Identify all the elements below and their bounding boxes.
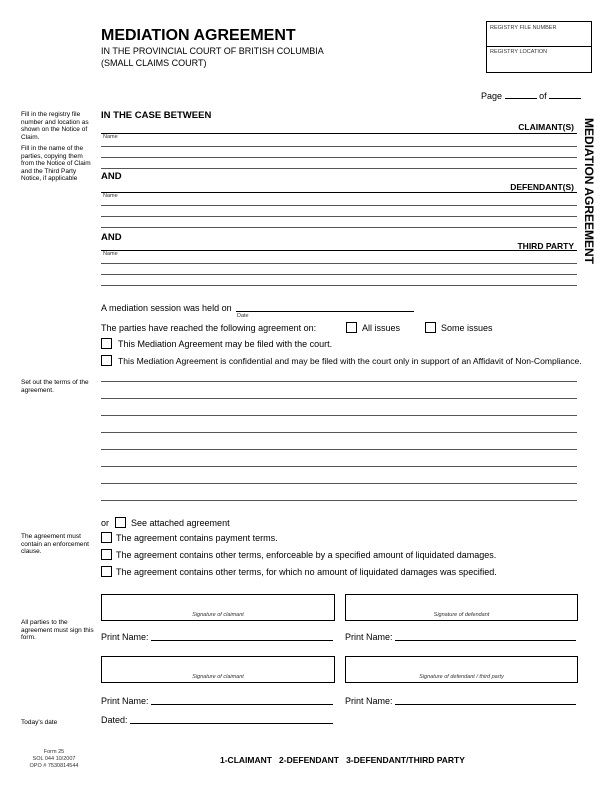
signature-caption: Signature of claimant — [192, 674, 244, 680]
terms-line-3[interactable] — [101, 415, 577, 416]
print-name-label: Print Name: — [101, 696, 149, 706]
or-label: or — [101, 518, 110, 528]
all-issues-checkbox[interactable] — [346, 322, 357, 333]
name-caption: Name — [103, 193, 118, 199]
may-be-filed-label: This Mediation Agreement may be filed with the court. — [118, 339, 333, 349]
print-name-label: Print Name: — [345, 632, 393, 642]
form-identifier — [26, 749, 82, 770]
side-title: MEDIATION AGREEMENT — [582, 118, 596, 264]
signature-caption: Signature of defendant — [433, 612, 490, 618]
terms-line-4[interactable] — [101, 432, 577, 433]
page-total-field[interactable] — [549, 98, 581, 99]
name-caption: Name — [103, 134, 118, 140]
form-number: Form 25 — [43, 749, 65, 755]
note-terms: Set out the terms of the agreement. — [21, 379, 89, 394]
payment-terms-checkbox[interactable] — [101, 532, 112, 543]
print-name-label: Print Name: — [345, 696, 393, 706]
see-attached-label: See attached agreement — [131, 518, 230, 528]
note-enforcement: The agreement must contain an enforcement clause. — [21, 533, 89, 555]
may-be-filed-checkbox[interactable] — [101, 338, 112, 349]
third-party-name-line-2[interactable] — [101, 274, 577, 275]
payment-terms-label: The agreement contains payment terms. — [116, 533, 278, 543]
note-signatures: All parties to the agreement must sign this form. — [21, 619, 94, 641]
page-number — [481, 91, 581, 101]
see-attached-checkbox[interactable] — [115, 517, 126, 528]
session-date-field[interactable] — [236, 311, 414, 312]
and-label-2: AND — [101, 232, 122, 243]
registry-file-number-label: REGISTRY FILE NUMBER — [490, 25, 557, 31]
some-issues-checkbox[interactable] — [425, 322, 436, 333]
third-party-name-line-3[interactable] — [101, 285, 577, 286]
court-name: IN THE PROVINCIAL COURT OF BRITISH COLUMBIA — [101, 46, 324, 56]
court-division: (SMALL CLAIMS COURT) — [101, 58, 207, 68]
defendants-label: DEFENDANT(S) — [510, 182, 574, 192]
no-liquidated-damages-checkbox[interactable] — [101, 566, 112, 577]
agreement-reached-label: The parties have reached the following agreement on: — [101, 323, 317, 333]
claimant-signature-box-1[interactable] — [101, 594, 335, 621]
terms-line-2[interactable] — [101, 398, 577, 399]
sol-code: SOL 044 10/2007 — [32, 756, 76, 762]
terms-line-1[interactable] — [101, 381, 577, 382]
signature-caption: Signature of defendant / third party — [419, 674, 504, 680]
copy-distribution: 1-CLAIMANT 2-DEFENDANT 3-DEFENDANT/THIRD PARTY — [220, 755, 465, 765]
claimant-name-line-3[interactable] — [101, 168, 577, 169]
note-date: Today's date — [21, 719, 58, 726]
claimant-name-line-1[interactable] — [101, 146, 577, 147]
claimant-name-line-2[interactable] — [101, 157, 577, 158]
page-field[interactable] — [505, 98, 537, 99]
confidential-label: This Mediation Agreement is confidential and may be filed with the court only in support of an Affidavit of Non-Compliance. — [118, 356, 582, 366]
registry-location-field[interactable] — [490, 57, 588, 69]
defendant-name-line-1[interactable] — [101, 205, 577, 206]
third-party-name-line-1[interactable] — [101, 263, 577, 264]
of-label: of — [539, 91, 547, 101]
page-label: Page — [481, 91, 503, 101]
note-registry: Fill in the registry file number and location as shown on the Notice of Claim. — [21, 111, 89, 141]
defendant-third-party-print-name-field[interactable] — [395, 704, 576, 705]
defendant-name-line-3[interactable] — [101, 227, 577, 228]
claimant-signature-box-2[interactable] — [101, 656, 335, 683]
date-caption: Date — [237, 313, 249, 319]
form-title: MEDIATION AGREEMENT — [101, 27, 296, 44]
registry-location-label: REGISTRY LOCATION — [490, 49, 548, 55]
liquidated-damages-label: The agreement contains other terms, enforceable by a specified amount of liquidated damages. — [116, 550, 497, 560]
case-heading: IN THE CASE BETWEEN — [101, 110, 212, 121]
registry-box — [486, 21, 592, 73]
terms-line-6[interactable] — [101, 466, 577, 467]
terms-line-7[interactable] — [101, 483, 577, 484]
some-issues-label: Some issues — [441, 323, 493, 333]
signature-caption: Signature of claimant — [192, 612, 244, 618]
liquidated-damages-checkbox[interactable] — [101, 549, 112, 560]
defendant-signature-box[interactable] — [345, 594, 578, 621]
terms-line-8[interactable] — [101, 500, 577, 501]
opo-code: OPO # 7530814544 — [29, 763, 79, 769]
defendant-print-name-field[interactable] — [395, 640, 576, 641]
and-label-1: AND — [101, 171, 122, 182]
name-caption: Name — [103, 251, 118, 257]
confidential-checkbox[interactable] — [101, 355, 112, 366]
note-parties: Fill in the name of the parties, copying them from the Notice of Claim and the Third Party Notice, if applicable — [21, 145, 91, 182]
third-party-label: THIRD PARTY — [517, 241, 574, 251]
dated-label: Dated: — [101, 715, 128, 725]
dated-field[interactable] — [130, 723, 333, 724]
claimant-print-name-field-1[interactable] — [151, 640, 333, 641]
no-liquidated-damages-label: The agreement contains other terms, for which no amount of liquidated damages was specified. — [116, 567, 497, 577]
all-issues-label: All issues — [362, 323, 401, 333]
claimants-label: CLAIMANT(S) — [518, 122, 574, 132]
claimant-print-name-field-2[interactable] — [151, 704, 333, 705]
defendant-third-party-signature-box[interactable] — [345, 656, 578, 683]
registry-file-number-field[interactable] — [490, 33, 588, 45]
session-held-label: A mediation session was held on — [101, 303, 232, 313]
terms-line-5[interactable] — [101, 449, 577, 450]
print-name-label: Print Name: — [101, 632, 149, 642]
defendant-name-line-2[interactable] — [101, 216, 577, 217]
